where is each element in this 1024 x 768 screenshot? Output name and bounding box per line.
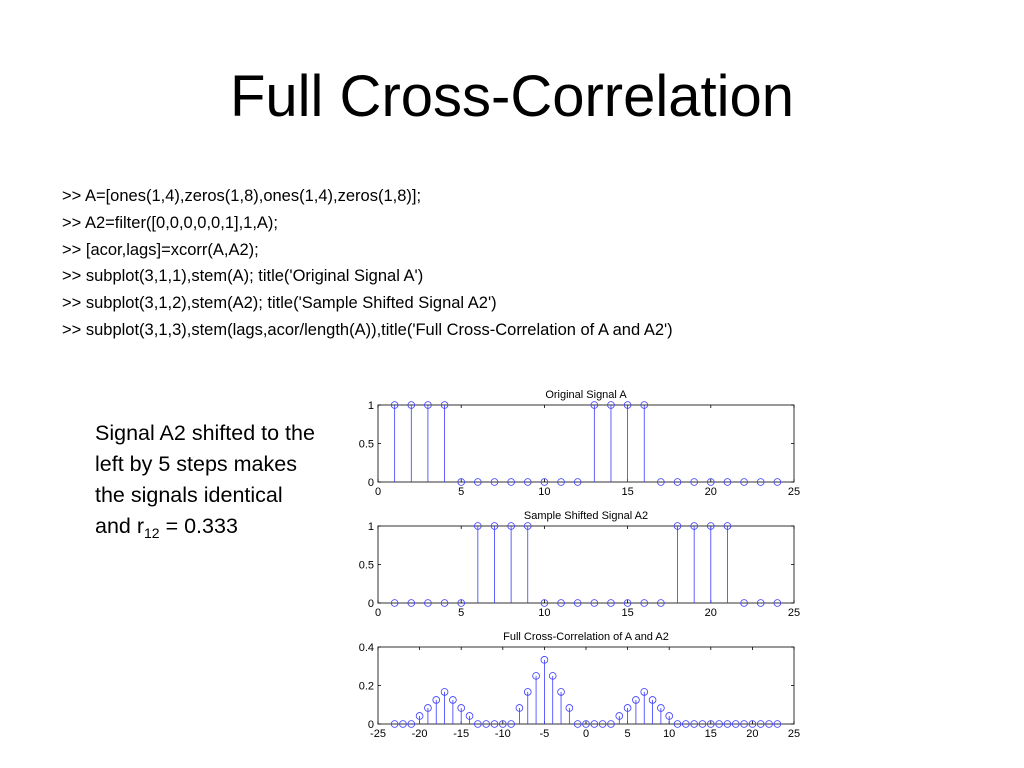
x-tick-label: 5: [624, 728, 631, 740]
x-tick-label: -10: [494, 728, 511, 740]
y-tick-label: 0.4: [358, 642, 374, 654]
x-tick-label: 20: [704, 607, 717, 619]
y-tick-label: 1: [367, 521, 374, 533]
code-line: >> [acor,lags]=xcorr(A,A2);: [62, 240, 259, 259]
code-line: >> subplot(3,1,1),stem(A); title('Original Signal A'): [62, 267, 424, 286]
x-tick-label: 25: [787, 486, 801, 498]
y-tick-label: 0.5: [358, 438, 374, 451]
note-value: = 0.333: [159, 514, 238, 538]
stem-plot-panel-1: [359, 389, 800, 498]
x-tick-label: 25: [787, 607, 801, 619]
explanation-note: [95, 418, 315, 542]
x-tick-label: 10: [538, 607, 551, 619]
axes-box: [378, 405, 794, 482]
y-tick-label: 1: [367, 400, 374, 412]
plot-title: Sample Shifted Signal A2: [523, 510, 649, 522]
code-line: >> A=[ones(1,4),zeros(1,8),ones(1,4),zeros(1,8)];: [62, 187, 422, 205]
note-subscript: 12: [144, 525, 160, 541]
y-tick-label: 0: [367, 598, 374, 610]
x-tick-label: 15: [621, 607, 634, 619]
y-tick-label: 0.2: [358, 680, 374, 693]
x-tick-label: -25: [370, 728, 386, 740]
x-tick-label: -15: [453, 728, 470, 740]
x-tick-label: -5: [539, 728, 550, 740]
code-line: >> subplot(3,1,2),stem(A2); title('Sample Shifted Signal A2'): [62, 294, 497, 313]
y-tick-label: 0: [367, 477, 374, 489]
axes-box: [378, 647, 794, 724]
plot-title: Original Signal A: [545, 389, 627, 401]
slide-title: Full Cross-Correlation: [229, 64, 795, 129]
x-tick-label: -20: [411, 728, 428, 740]
x-tick-label: 20: [704, 486, 717, 498]
x-tick-label: 25: [787, 728, 801, 740]
x-tick-label: 5: [458, 486, 465, 498]
x-tick-label: 15: [704, 728, 717, 740]
x-tick-label: 10: [538, 486, 551, 498]
plot-title: Full Cross-Correlation of A and A2: [503, 631, 669, 643]
x-tick-label: 15: [621, 486, 634, 498]
code-block: [62, 183, 673, 344]
x-tick-label: 10: [663, 728, 676, 740]
axes-box: [378, 526, 794, 603]
code-line: >> A2=filter([0,0,0,0,0,1],1,A);: [62, 213, 279, 232]
x-tick-label: 20: [746, 728, 759, 740]
y-tick-label: 0: [367, 719, 374, 731]
x-tick-label: 0: [374, 486, 382, 498]
y-tick-label: 0.5: [358, 559, 374, 572]
stem-plot-panel-3: [359, 631, 800, 740]
x-tick-label: 0: [374, 607, 382, 619]
x-tick-label: 0: [582, 728, 590, 740]
stem-plot-figure: [340, 380, 820, 750]
stem-plot-panel-2: [359, 510, 800, 619]
note-text: Signal A2 shifted to the left by 5 steps makes the signals identical and r: [95, 421, 315, 538]
x-tick-label: 5: [458, 607, 465, 619]
code-line: >> subplot(3,1,3),stem(lags,acor/length(A)),title('Full Cross-Correlation of A and A2'): [62, 320, 673, 339]
